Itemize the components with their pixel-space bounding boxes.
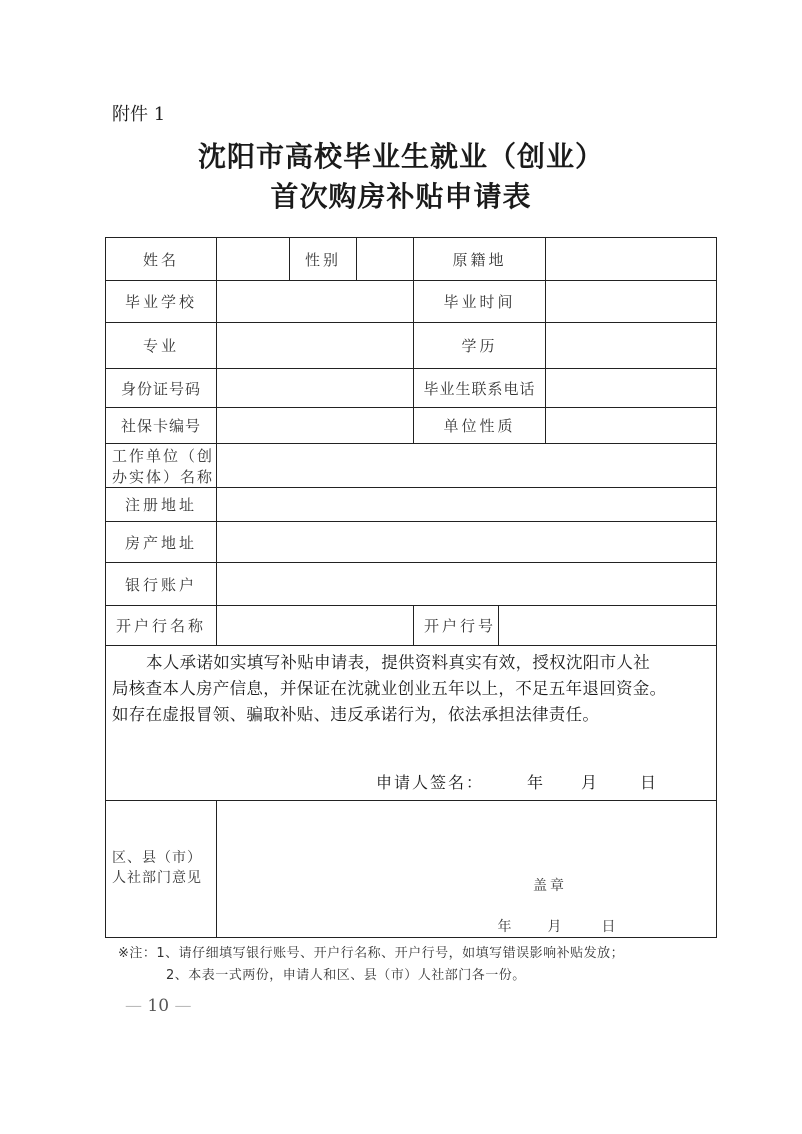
unit-nature-label: 单位性质: [443, 417, 516, 435]
page-dash: —: [169, 996, 192, 1016]
sign-year: 年: [527, 773, 546, 792]
title-line-2: 首次购房补贴申请表: [270, 180, 532, 213]
pledge-text: [112, 650, 712, 728]
reg-address-label: 注册地址: [124, 496, 197, 514]
education-label: 学历: [461, 337, 498, 355]
bank-account-field[interactable]: [217, 563, 716, 605]
school-label: 毕业学校: [124, 293, 197, 311]
opinion-day: 日: [601, 919, 619, 935]
applicant-signature-label: 申请人签名：: [376, 773, 485, 792]
attachment-label: 附件 1: [112, 104, 166, 125]
page-dash: —: [125, 996, 148, 1016]
stamp-label: 盖章: [533, 878, 567, 894]
name-label: 姓名: [142, 250, 179, 269]
employer-label-line-1: 工作单位（创: [112, 447, 215, 465]
gender-field[interactable]: [357, 238, 413, 280]
employer-label: [106, 444, 216, 487]
school-field[interactable]: [217, 281, 413, 322]
title-line-1: 沈阳市高校毕业生就业（创业）: [197, 140, 604, 173]
bank-account-label: 银行账户: [124, 575, 197, 594]
row-line: [105, 645, 717, 646]
pledge-line-2: 局核查本人房产信息，并保证在沈就业创业五年以上，不足五年退回资金。: [112, 679, 667, 698]
sign-day: 日: [640, 773, 659, 792]
note-line-1: ※注：1、请仔细填写银行账号、开户行名称、开户行号，如填写错误影响补贴发放；: [118, 946, 625, 961]
social-card-label: 社保卡编号: [120, 417, 201, 435]
education-field[interactable]: [546, 323, 716, 368]
id-number-field[interactable]: [217, 369, 413, 407]
gender-label: 性别: [304, 250, 341, 269]
phone-label: 毕业生联系电话: [423, 379, 536, 398]
grad-time-field[interactable]: [546, 281, 716, 322]
bank-name-field[interactable]: [217, 606, 413, 645]
page-number-value: 10: [147, 996, 170, 1016]
id-number-label: 身份证号码: [120, 379, 201, 398]
property-address-label: 房产地址: [124, 533, 197, 552]
bank-name-label: 开户行名称: [115, 617, 206, 635]
opinion-year: 年: [497, 919, 515, 935]
pledge-line-3: 如存在虚报冒领、骗取补贴、违反承诺行为，依法承担法律责任。: [112, 705, 600, 724]
opinion-label: [112, 848, 212, 898]
bank-code-field[interactable]: [499, 606, 716, 645]
origin-field[interactable]: [546, 238, 716, 280]
phone-field[interactable]: [546, 369, 716, 407]
opinion-field[interactable]: [217, 801, 716, 937]
major-label: 专业: [142, 337, 179, 355]
grad-time-label: 毕业时间: [443, 293, 516, 311]
sign-month: 月: [581, 773, 600, 792]
employer-label-line-2: 办实体）名称: [112, 468, 215, 486]
major-field[interactable]: [217, 323, 413, 368]
note-line-2: 2、本表一式两份，申请人和区、县（市）人社部门各一份。: [166, 968, 526, 983]
opinion-label-line-2: 人社部门意见: [112, 870, 202, 886]
origin-label: 原籍地: [452, 250, 507, 269]
table-border-right: [716, 237, 717, 937]
table-border-bottom: [105, 937, 717, 938]
property-address-field[interactable]: [217, 522, 716, 562]
opinion-month: 月: [547, 919, 565, 935]
pledge-line-1: 本人承诺如实填写补贴申请表，提供资料真实有效，授权沈阳市人社: [146, 653, 650, 672]
opinion-label-line-1: 区、县（市）: [112, 850, 202, 866]
social-card-field[interactable]: [217, 408, 413, 443]
page-number: [125, 996, 191, 1016]
employer-field[interactable]: [217, 444, 716, 487]
bank-code-label: 开户行号: [424, 617, 497, 635]
reg-address-field[interactable]: [217, 488, 716, 521]
name-field[interactable]: [217, 238, 289, 280]
unit-nature-field[interactable]: [546, 408, 716, 443]
